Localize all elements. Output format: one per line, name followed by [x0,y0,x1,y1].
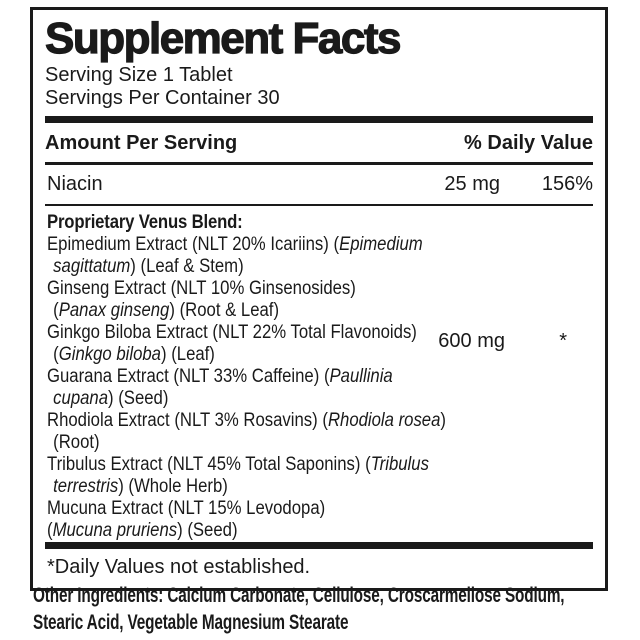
blend-ingredient-line: (Mucuna pruriens) (Seed) [47,520,238,541]
nutrient-daily-value: 156% [541,173,593,195]
blend-ingredient-line: (Root) [53,432,100,453]
proprietary-blend-section [45,206,593,542]
panel-title: Supplement Facts [45,14,400,63]
column-header-row [45,123,593,165]
nutrient-row-niacin [45,165,593,206]
other-ingredients-line: Stearic Acid, Vegetable Magnesium Stearate [33,611,349,634]
nutrient-name: Niacin [47,173,103,195]
serving-size: Serving Size 1 Tablet [45,64,233,86]
servings-per-container: Servings Per Container 30 [45,87,280,109]
supplement-facts-panel [30,7,608,591]
blend-ingredient-line: sagittatum) (Leaf & Stem) [53,256,244,277]
serving-info [45,64,593,110]
blend-ingredient-line: Mucuna Extract (NLT 15% Levodopa) [47,498,326,519]
blend-ingredient-line: terrestris) (Whole Herb) [53,476,228,497]
blend-daily-value: * [559,330,567,352]
thick-divider-bottom [45,542,593,549]
nutrient-amount: 25 mg [444,173,500,195]
blend-heading: Proprietary Venus Blend: [47,212,243,233]
blend-ingredient-line: Ginseng Extract (NLT 10% Ginsenosides) [47,278,356,299]
blend-ingredient-line: cupana) (Seed) [53,388,169,409]
blend-ingredient-line: Rhodiola Extract (NLT 3% Rosavins) (Rhodiola rosea) [47,410,446,431]
blend-amount: 600 mg [438,330,505,352]
blend-ingredient-line: Tribulus Extract (NLT 45% Total Saponins) (Tribulus [47,454,429,475]
thick-divider-top [45,116,593,123]
daily-value-header: % Daily Value [464,132,593,154]
blend-ingredient-line: (Panax ginseng) (Root & Leaf) [53,300,280,321]
other-ingredients-line: Other Ingredients: Calcium Carbonate, Cellulose, Croscarmellose Sodium, [33,584,565,607]
blend-ingredient-line: Epimedium Extract (NLT 20% Icariins) (Epimedium [47,234,423,255]
blend-ingredient-line: (Ginkgo biloba) (Leaf) [53,344,215,365]
amount-per-serving-header: Amount Per Serving [45,132,238,154]
blend-ingredient-line: Ginkgo Biloba Extract (NLT 22% Total Flavonoids) [47,322,417,343]
other-ingredients [33,582,564,636]
daily-value-footnote: *Daily Values not established. [47,556,311,578]
blend-lines [47,234,527,542]
blend-ingredient-line: Guarana Extract (NLT 33% Caffeine) (Paullinia [47,366,393,387]
blend-text-column [47,212,527,542]
